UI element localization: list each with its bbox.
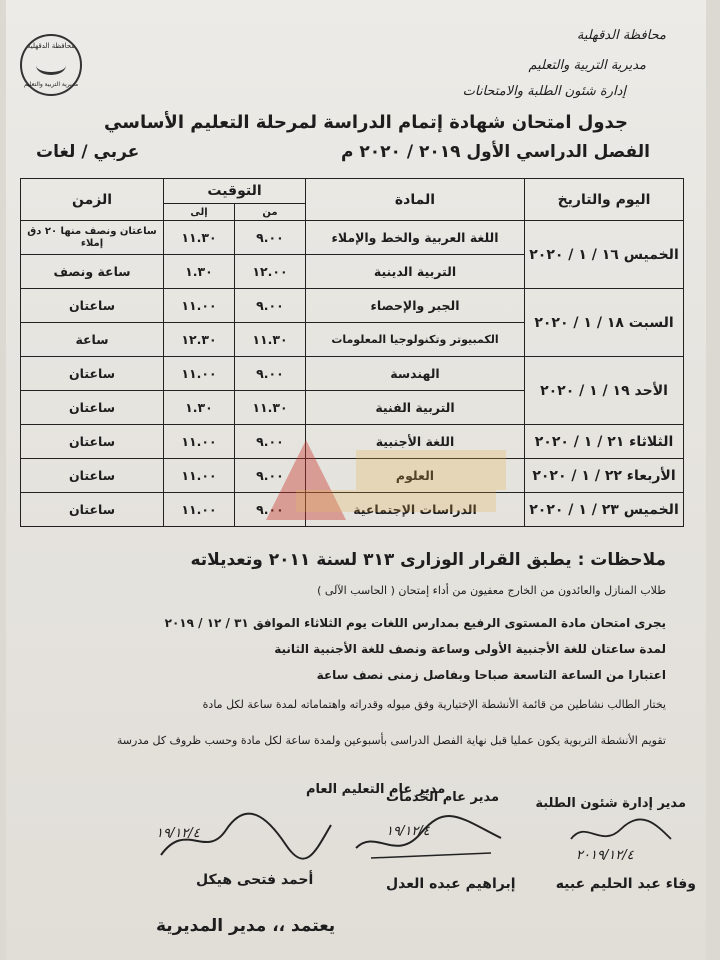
document-sheet	[6, 0, 706, 960]
duration-cell: ساعتان	[21, 459, 164, 493]
to-cell: ١١.٠٠	[164, 459, 235, 493]
subject-cell: اللغة الأجنبية	[306, 425, 525, 459]
header-subject: المادة	[306, 179, 525, 221]
to-cell: ١٢.٣٠	[164, 323, 235, 357]
note-home-students: طلاب المنازل والعائدون من الخارج معفيون من أداء إمتحان ( الحاسب الآلى )	[317, 584, 666, 597]
from-cell: ١١.٣٠	[235, 323, 306, 357]
header-directorate: مديرية التربية والتعليم	[528, 58, 646, 73]
note-activities: يختار الطالب نشاطين من قائمة الأنشطة الإختيارية وفق ميوله وقدراته واهتماماته لمدة ساعة لكل مادة	[202, 698, 666, 711]
day-cell: الأربعاء ٢٢ / ١ / ٢٠٢٠	[525, 459, 684, 493]
ministry-logo	[20, 34, 82, 96]
from-cell: ٩.٠٠	[235, 425, 306, 459]
signatory-name: وفاء عبد الحليم عبيه	[555, 876, 696, 892]
day-cell: الأحد ١٩ / ١ / ٢٠٢٠	[525, 357, 684, 425]
header-to: إلى	[164, 204, 235, 221]
note-duration-languages: لمدة ساعتان للغة الأجنبية الأولى وساعة ونصف للغة الأجنبية الثانية	[274, 642, 666, 656]
header-day-date: اليوم والتاريخ	[525, 179, 684, 221]
signature-date: ١٩/١٢/٤	[386, 824, 430, 839]
subject-cell: الدراسات الإجتماعية	[306, 493, 525, 527]
note-advanced-level: يجرى امتحان مادة المستوى الرفيع بمدارس اللغات يوم الثلاثاء الموافق ٣١ / ١٢ / ٢٠١٩	[164, 616, 666, 630]
signatory-name: إبراهيم عبده العدل	[386, 876, 516, 892]
duration-cell: ساعتان	[21, 289, 164, 323]
from-cell: ٩.٠٠	[235, 357, 306, 391]
to-cell: ١.٣٠	[164, 255, 235, 289]
duration-cell: ساعتان	[21, 391, 164, 425]
header-timing: التوقيت	[164, 179, 306, 204]
signature-date: ٢٠١٩/١٢/٤	[576, 848, 634, 863]
to-cell: ١١.٠٠	[164, 289, 235, 323]
notes-heading: ملاحظات : يطبق القرار الوزارى ٣١٣ لسنة ٢٠١١ وتعديلاته	[190, 550, 666, 570]
day-cell: الخميس ٢٣ / ١ / ٢٠٢٠	[525, 493, 684, 527]
page-title: جدول امتحان شهادة إتمام الدراسة لمرحلة التعليم الأساسي	[104, 112, 628, 133]
duration-cell: ساعة ونصف	[21, 255, 164, 289]
signature-scribble	[351, 808, 511, 868]
header-department: إدارة شئون الطلبة والامتحانات	[462, 84, 626, 99]
from-cell: ٩.٠٠	[235, 459, 306, 493]
header-from: من	[235, 204, 306, 221]
duration-cell: ساعة	[21, 323, 164, 357]
duration-cell: ساعتان	[21, 357, 164, 391]
signatory-name: أحمد فتحى هيكل	[196, 872, 314, 888]
note-start-time: اعتبارا من الساعة التاسعة صباحا وبفاصل زمنى نصف ساعة	[316, 668, 666, 682]
subject-cell: الكمبيوتر وتكنولوجيا المعلومات	[306, 323, 525, 357]
day-cell: السبت ١٨ / ١ / ٢٠٢٠	[525, 289, 684, 357]
signature-date: ١٩/١٢/٤	[156, 826, 200, 841]
subject-cell: العلوم	[306, 459, 525, 493]
subject-cell: اللغة العربية والخط والإملاء	[306, 221, 525, 255]
signature-title: مدير إدارة شئون الطلبة	[535, 796, 686, 811]
to-cell: ١١.٠٠	[164, 425, 235, 459]
note-activities-evaluation: تقويم الأنشطة التربوية يكون عمليا قبل نهاية الفصل الدراسى بأسبوعين ولمدة ساعة لكل مادة وحسب ظروف كل مدرسة	[116, 734, 666, 747]
duration-cell: ساعتان ونصف منها ٢٠ دق إملاء	[21, 221, 164, 255]
subject-cell: الجبر والإحصاء	[306, 289, 525, 323]
track-label: عربي / لغات	[36, 142, 140, 162]
table-row	[21, 289, 684, 323]
signature-title: مدير عام التعليم العام	[306, 782, 446, 797]
subject-cell: التربية الفنية	[306, 391, 525, 425]
open-book-icon	[36, 56, 66, 75]
logo-text-bottom: مديرية التربية والتعليم	[23, 81, 79, 88]
to-cell: ١١.٣٠	[164, 221, 235, 255]
from-cell: ٩.٠٠	[235, 289, 306, 323]
approval-line: يعتمد ،، مدير المديرية	[156, 916, 336, 936]
from-cell: ١٢.٠٠	[235, 255, 306, 289]
header-governorate: محافظة الدقهلية	[576, 28, 666, 43]
watermark-logo	[226, 420, 526, 530]
header-duration: الزمن	[21, 179, 164, 221]
day-cell: الثلاثاء ٢١ / ١ / ٢٠٢٠	[525, 425, 684, 459]
logo-text-top: محافظة الدقهلية	[27, 42, 75, 50]
from-cell: ١١.٣٠	[235, 391, 306, 425]
table-row	[21, 357, 684, 391]
subject-cell: التربية الدينية	[306, 255, 525, 289]
from-cell: ٩.٠٠	[235, 221, 306, 255]
table-row	[21, 221, 684, 255]
to-cell: ١١.٠٠	[164, 357, 235, 391]
duration-cell: ساعتان	[21, 425, 164, 459]
subject-cell: الهندسة	[306, 357, 525, 391]
term-label: الفصل الدراسي الأول ٢٠١٩ / ٢٠٢٠ م	[341, 142, 650, 162]
day-cell: الخميس ١٦ / ١ / ٢٠٢٠	[525, 221, 684, 289]
to-cell: ١.٣٠	[164, 391, 235, 425]
to-cell: ١١.٠٠	[164, 493, 235, 527]
duration-cell: ساعتان	[21, 493, 164, 527]
from-cell: ٩.٠٠	[235, 493, 306, 527]
signature-title: مدير عام الخدمات	[386, 790, 500, 805]
